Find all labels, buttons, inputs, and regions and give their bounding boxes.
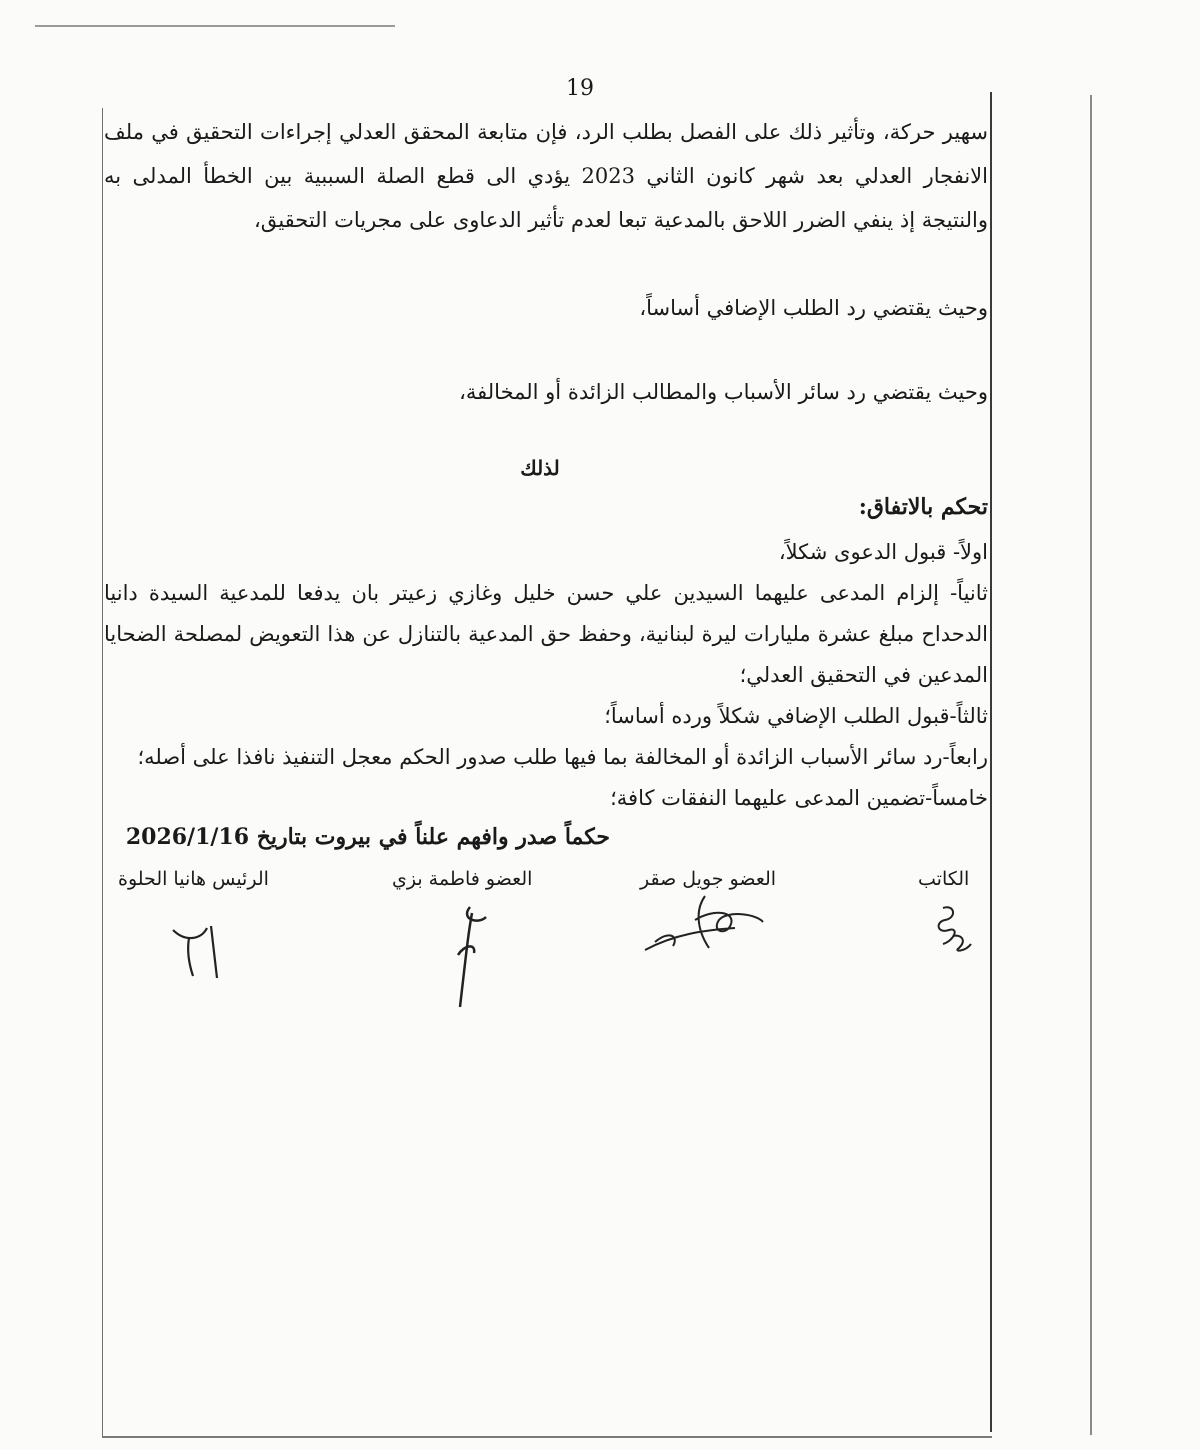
right-margin-line — [990, 92, 992, 1432]
verdict-item: رابعاً-رد سائر الأسباب الزائدة أو المخالفة بما فيها طلب صدور الحكم معجل التنفيذ نافذا على أصله؛ — [137, 745, 988, 769]
top-rule — [35, 25, 395, 27]
president-signature — [165, 920, 240, 980]
paragraph-additional-claim: وحيث يقتضي رد الطلب الإضافي أساساً، — [639, 296, 988, 320]
outer-border-line — [1090, 95, 1092, 1435]
verdict-list — [104, 532, 988, 819]
verdict-item: ثالثاً-قبول الطلب الإضافي شكلاً ورده أساساً؛ — [604, 704, 988, 728]
verdict-title: تحكم بالاتفاق: — [858, 494, 988, 520]
bottom-margin-line — [102, 1436, 992, 1438]
signatory-member-1: العضو جويل صقر — [640, 868, 777, 890]
left-margin-line — [102, 108, 103, 1438]
member2-signature — [430, 895, 500, 1010]
signatory-president: الرئيس هانيا الحلوة — [118, 868, 269, 890]
verdict-item: خامساً-تضمين المدعى عليهما النفقات كافة؛ — [610, 786, 988, 810]
verdict-item: اولاً- قبول الدعوى شكلاً، — [778, 540, 988, 564]
page-number: 19 — [566, 76, 594, 101]
signatory-clerk: الكاتب — [918, 868, 970, 890]
paragraph-other-claims: وحيث يقتضي رد سائر الأسباب والمطالب الزائدة أو المخالفة، — [459, 380, 988, 404]
verdict-item: ثانياً- إلزام المدعى عليهما السيدين علي حسن خليل وغازي زعيتر بان يدفعا للمدعية السيدة دانيا الدحداح مبلغ عشرة مليارات ليرة لبنانية، وحفظ حق المدعية بالتنازل عن هذا التعويض لمصلحة الضحايا المدعين في التحقيق العدلي؛ — [104, 581, 988, 687]
member1-signature — [635, 890, 775, 960]
paragraph-causation: سهير حركة، وتأثير ذلك على الفصل بطلب الرد، فإن متابعة المحقق العدلي إجراءات التحقيق في ملف الانفجار العدلي بعد شهر كانون الثاني 2023 يؤدي الى قطع الصلة السببية بين الخطأ المدلى به والنتيجة إذ ينفي الضرر اللاحق بالمدعية تبعا لعدم تأثير الدعاوى على مجريات التحقيق، — [104, 120, 988, 232]
clerk-signature — [925, 900, 980, 955]
section-heading: لذلك — [520, 456, 560, 480]
signatory-member-2: العضو فاطمة بزي — [392, 868, 533, 890]
issued-date-line: حكماً صدر وافهم علناً في بيروت بتاريخ 2026/1/16 — [125, 824, 610, 850]
